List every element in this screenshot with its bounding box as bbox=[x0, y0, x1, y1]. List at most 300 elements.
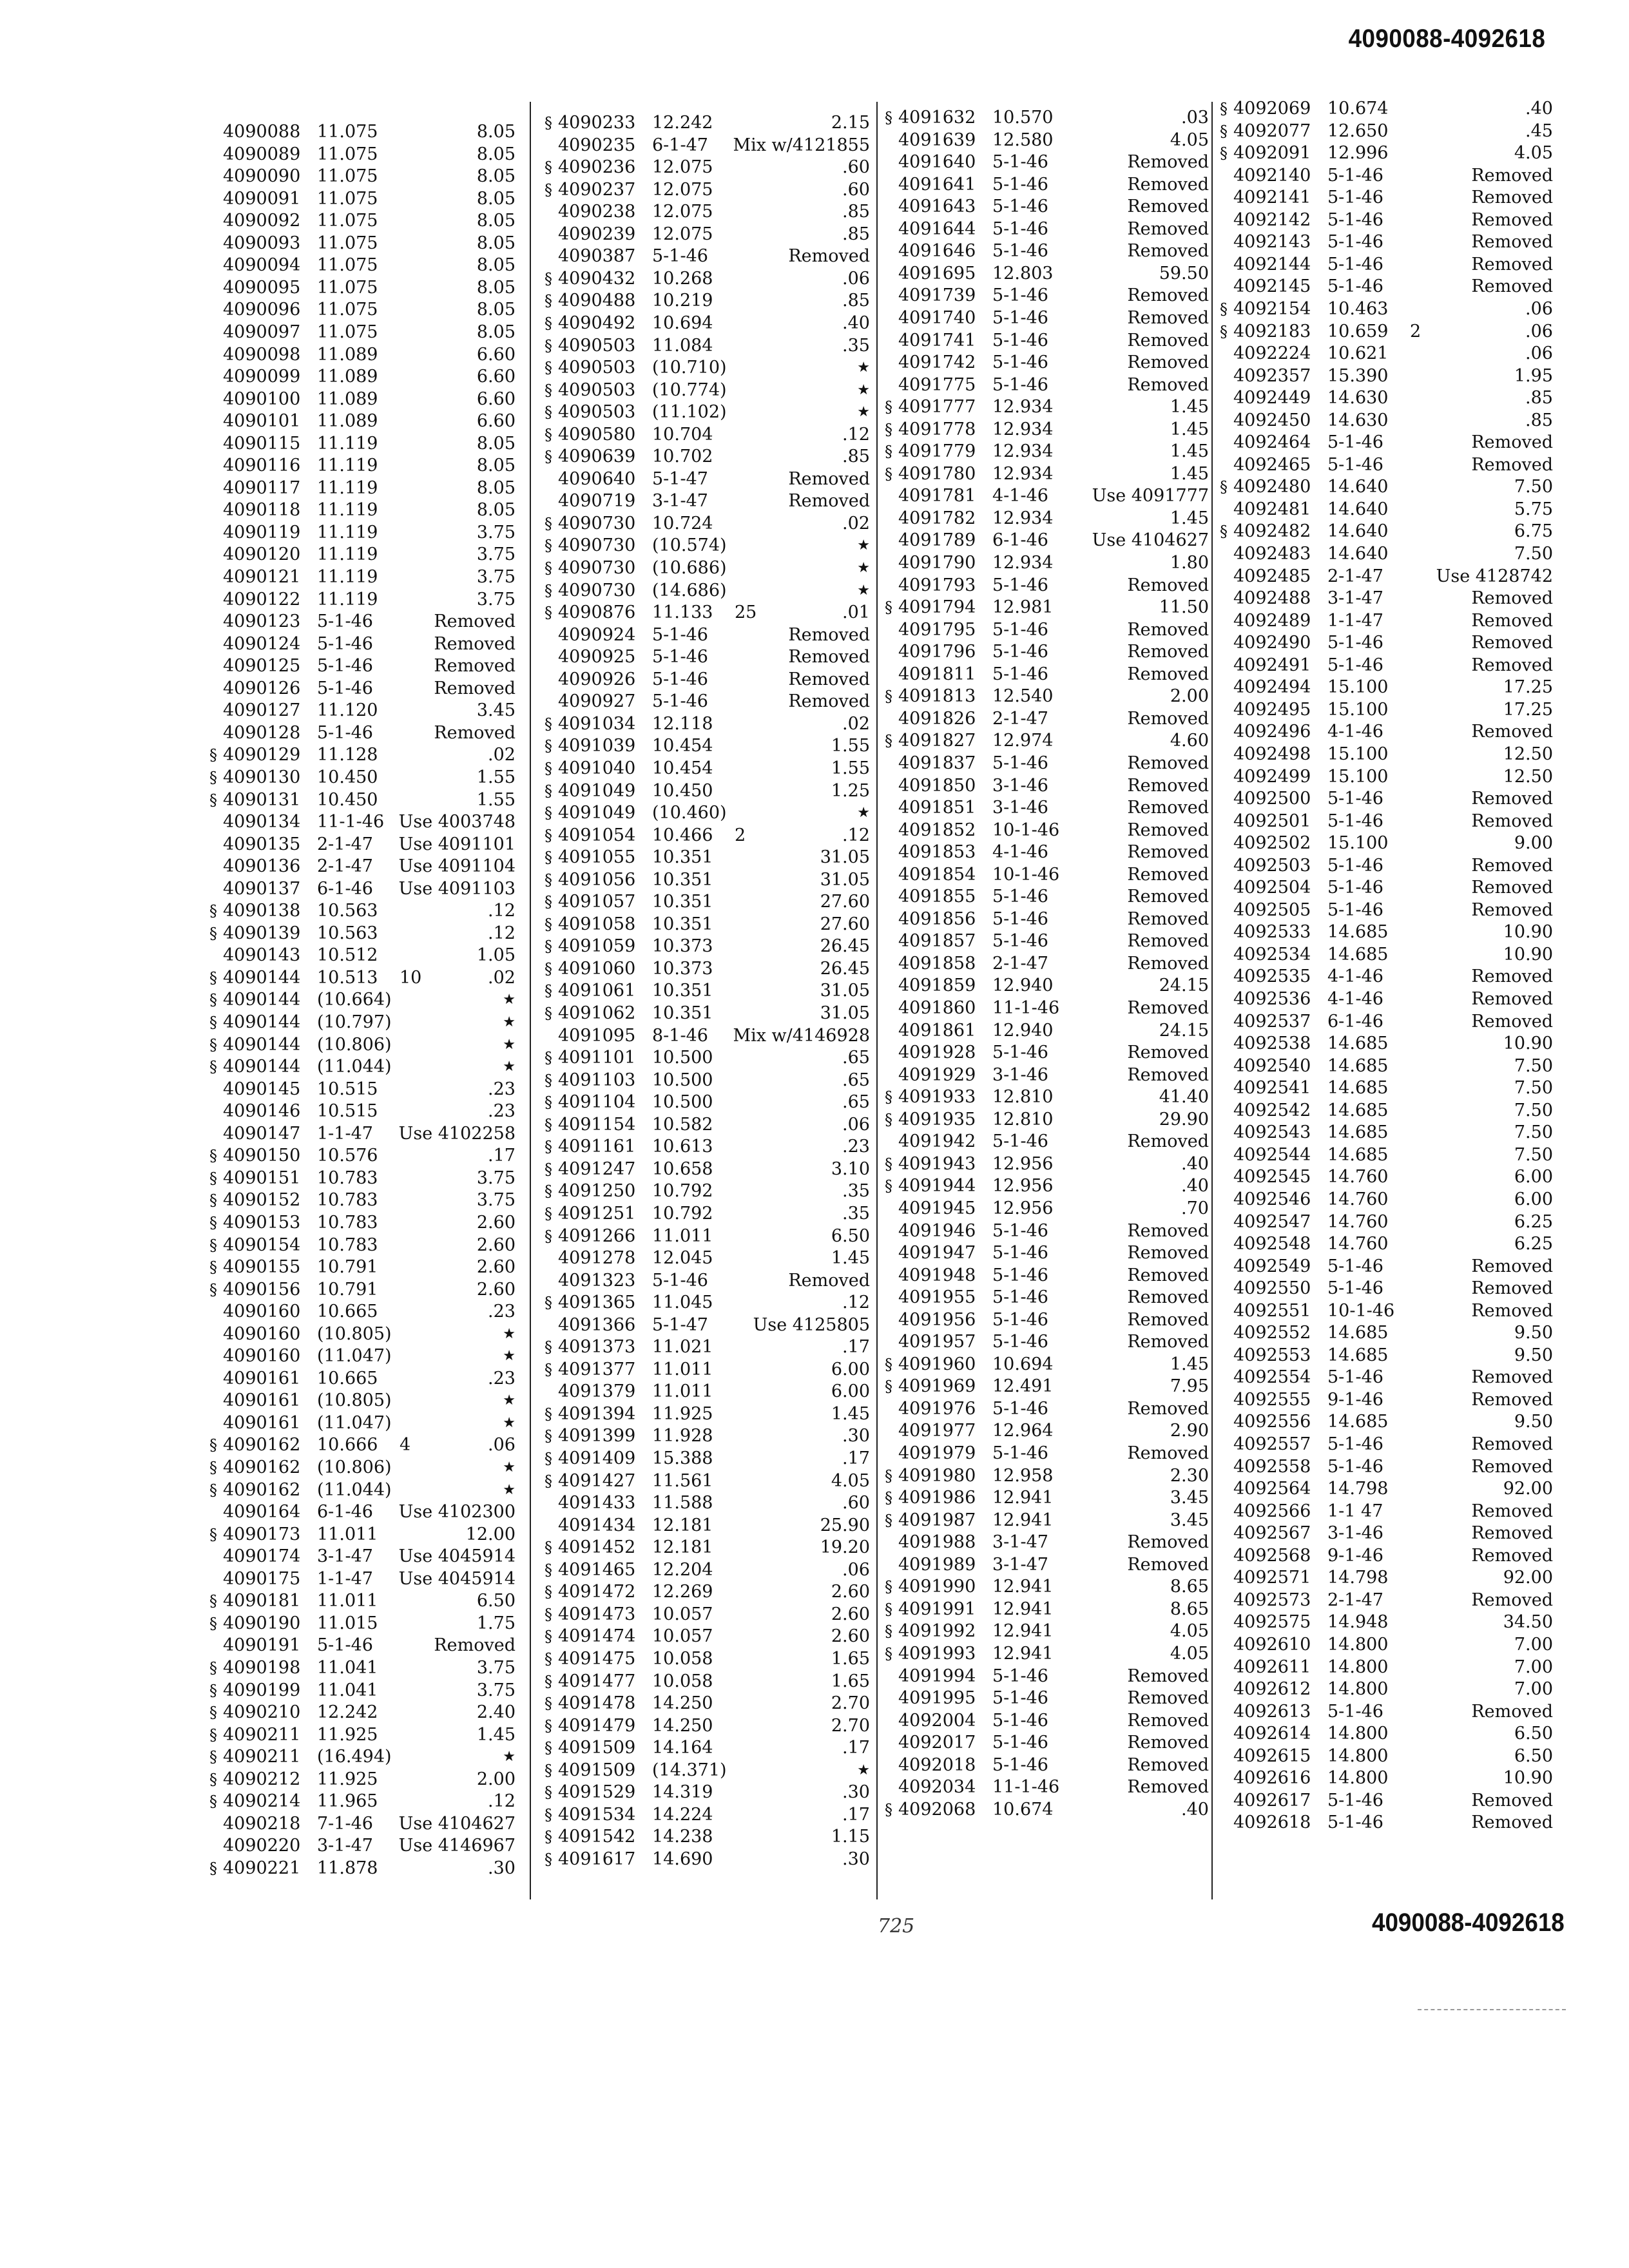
value-cell: Removed bbox=[1127, 887, 1209, 907]
price-or-date: 12.956 bbox=[992, 1153, 1054, 1174]
part-number: 4090100 bbox=[223, 389, 301, 409]
price-or-date: 12.941 bbox=[992, 1643, 1054, 1664]
table-row bbox=[206, 923, 516, 945]
price-or-date: 12.934 bbox=[992, 508, 1054, 528]
price-or-date: 11-1-46 bbox=[992, 998, 1060, 1018]
page-number: 725 bbox=[878, 1915, 915, 1937]
price-or-date: 10.466 bbox=[652, 825, 713, 845]
value-cell: 2.00 bbox=[476, 1769, 516, 1789]
quantity-note: 2 bbox=[735, 825, 746, 845]
price-or-date: 11.045 bbox=[652, 1293, 713, 1313]
table-row bbox=[882, 1487, 1209, 1509]
value-cell: 7.50 bbox=[1514, 544, 1553, 564]
price-or-date: 2-1-47 bbox=[992, 953, 1048, 974]
price-or-date: 11.011 bbox=[317, 1591, 378, 1611]
table-row bbox=[1217, 1478, 1553, 1500]
price-or-date: 11.075 bbox=[317, 122, 378, 142]
price-or-date: 11.041 bbox=[317, 1657, 378, 1678]
table-row bbox=[541, 802, 870, 824]
value-cell: .12 bbox=[488, 1791, 516, 1812]
table-row bbox=[882, 419, 1209, 441]
section-mark: § bbox=[545, 1338, 552, 1357]
price-or-date: 12.075 bbox=[652, 179, 713, 200]
table-row bbox=[1217, 1256, 1553, 1278]
price-or-date: 3-1-47 bbox=[317, 1836, 373, 1856]
table-row bbox=[541, 1559, 870, 1581]
value-cell: 24.15 bbox=[1159, 1020, 1209, 1041]
table-row bbox=[541, 424, 870, 446]
table-row bbox=[541, 1247, 870, 1269]
table-row bbox=[882, 285, 1209, 307]
table-row bbox=[541, 1270, 870, 1292]
section-mark: § bbox=[545, 1405, 552, 1423]
table-row bbox=[1217, 1545, 1553, 1567]
section-mark: § bbox=[545, 1828, 552, 1847]
value-cell: 59.50 bbox=[1159, 263, 1209, 284]
price-or-date: 10.351 bbox=[652, 1003, 713, 1023]
part-number: 4091989 bbox=[898, 1554, 976, 1575]
table-row bbox=[541, 669, 870, 691]
price-or-date: 14.800 bbox=[1327, 1679, 1389, 1700]
table-row bbox=[206, 1724, 516, 1746]
part-number: 4092546 bbox=[1233, 1189, 1311, 1209]
table-row bbox=[1217, 165, 1553, 187]
table-row bbox=[1217, 432, 1553, 454]
table-row bbox=[206, 1858, 516, 1879]
part-number: 4091154 bbox=[558, 1114, 636, 1135]
price-or-date: 10.351 bbox=[652, 914, 713, 934]
table-row bbox=[206, 811, 516, 833]
table-row bbox=[541, 1136, 870, 1158]
part-number: 4092496 bbox=[1233, 722, 1311, 742]
price-or-date: 5-1-46 bbox=[1327, 454, 1383, 475]
section-mark: § bbox=[209, 1748, 217, 1767]
price-or-date: 12.810 bbox=[992, 1109, 1054, 1129]
section-mark: § bbox=[545, 448, 552, 466]
value-cell: Removed bbox=[1471, 1389, 1553, 1410]
part-number: 4090640 bbox=[558, 468, 636, 489]
part-number: 4091793 bbox=[898, 575, 976, 595]
part-number: 4091040 bbox=[558, 758, 636, 778]
table-row bbox=[541, 312, 870, 334]
value-cell: .02 bbox=[842, 713, 870, 734]
part-number: 4090131 bbox=[223, 789, 301, 810]
part-number: 4090098 bbox=[223, 344, 301, 365]
part-number: 4092538 bbox=[1233, 1033, 1311, 1054]
value-cell: 7.50 bbox=[1514, 1144, 1553, 1165]
price-or-date: 5-1-46 bbox=[992, 1220, 1048, 1241]
table-row bbox=[206, 144, 516, 166]
price-or-date: 11.075 bbox=[317, 300, 378, 320]
price-or-date: 3-1-46 bbox=[992, 775, 1048, 796]
section-mark: § bbox=[545, 1450, 552, 1468]
price-or-date: 12.940 bbox=[992, 1020, 1054, 1041]
section-mark: § bbox=[209, 1704, 217, 1722]
part-number: 4092554 bbox=[1233, 1367, 1311, 1388]
value-cell: 92.00 bbox=[1503, 1479, 1553, 1499]
part-number: 4091365 bbox=[558, 1293, 636, 1313]
value-cell: ★ bbox=[503, 1392, 516, 1409]
price-or-date: 10.563 bbox=[317, 923, 378, 943]
price-or-date: 10-1-46 bbox=[1327, 1300, 1395, 1321]
part-number: 4091617 bbox=[558, 1849, 636, 1869]
part-number: 4091778 bbox=[898, 419, 976, 439]
price-or-date: 3-1-47 bbox=[992, 1532, 1048, 1553]
table-row bbox=[1217, 1100, 1553, 1122]
price-or-date: 5-1-46 bbox=[992, 619, 1048, 640]
part-number: 4091995 bbox=[898, 1688, 976, 1709]
value-cell: 2.60 bbox=[476, 1235, 516, 1255]
price-or-date: 5-1-46 bbox=[1327, 1256, 1383, 1276]
price-or-date: 5-1-46 bbox=[992, 1332, 1048, 1352]
part-number: 4092617 bbox=[1233, 1790, 1311, 1811]
value-cell: .06 bbox=[842, 1114, 870, 1135]
part-number: 4092505 bbox=[1233, 899, 1311, 920]
value-cell: 5.75 bbox=[1514, 499, 1553, 519]
value-cell: 4.05 bbox=[1170, 1643, 1209, 1664]
price-or-date: 5-1-46 bbox=[1327, 254, 1383, 274]
table-row bbox=[882, 1287, 1209, 1309]
value-cell: .35 bbox=[842, 1203, 870, 1224]
value-cell: 8.05 bbox=[476, 188, 516, 209]
part-number: 4091049 bbox=[558, 780, 636, 801]
value-cell: .85 bbox=[1525, 388, 1553, 408]
value-cell: 1.05 bbox=[476, 945, 516, 966]
value-cell: .30 bbox=[842, 1782, 870, 1803]
price-or-date: 5-1-46 bbox=[1327, 1701, 1383, 1722]
part-number: 4092017 bbox=[898, 1733, 976, 1753]
part-number: 4092480 bbox=[1233, 477, 1311, 497]
table-row bbox=[882, 1354, 1209, 1376]
price-or-date: 5-1-46 bbox=[317, 1635, 373, 1656]
table-row bbox=[541, 869, 870, 891]
price-or-date: (10.664) bbox=[317, 990, 392, 1010]
table-row bbox=[541, 980, 870, 1002]
price-or-date: 12.803 bbox=[992, 263, 1054, 284]
part-number: 4091960 bbox=[898, 1354, 976, 1374]
value-cell: Removed bbox=[1471, 276, 1553, 297]
value-cell: 1.15 bbox=[831, 1827, 870, 1847]
value-cell: ★ bbox=[857, 404, 870, 421]
price-or-date: 12.981 bbox=[992, 597, 1054, 618]
price-or-date: 12.540 bbox=[992, 686, 1054, 707]
value-cell: .85 bbox=[842, 202, 870, 222]
table-row bbox=[541, 245, 870, 267]
part-number: 4092068 bbox=[898, 1799, 976, 1820]
value-cell: Use 4045914 bbox=[398, 1568, 516, 1589]
part-number: 4090144 bbox=[223, 1034, 301, 1055]
value-cell: .70 bbox=[1181, 1198, 1209, 1218]
price-or-date: 10.219 bbox=[652, 291, 713, 311]
price-or-date: 5-1-46 bbox=[992, 1243, 1048, 1264]
part-number: 4092556 bbox=[1233, 1412, 1311, 1432]
table-row bbox=[1217, 811, 1553, 832]
value-cell: Removed bbox=[1471, 1501, 1553, 1521]
value-cell: Removed bbox=[1471, 432, 1553, 453]
price-or-date: 5-1-46 bbox=[1327, 1278, 1383, 1299]
part-number: 4091061 bbox=[558, 981, 636, 1001]
table-row bbox=[206, 188, 516, 210]
table-row bbox=[206, 967, 516, 989]
table-row bbox=[1217, 855, 1553, 877]
table-row bbox=[541, 891, 870, 913]
value-cell: 10.90 bbox=[1503, 922, 1553, 943]
value-cell: Removed bbox=[1471, 1523, 1553, 1544]
value-cell: ★ bbox=[857, 805, 870, 822]
table-row bbox=[1217, 387, 1553, 409]
table-row bbox=[882, 352, 1209, 374]
part-number: 4092555 bbox=[1233, 1389, 1311, 1410]
section-mark: § bbox=[209, 1035, 217, 1054]
table-row bbox=[541, 780, 870, 802]
part-number: 4090214 bbox=[223, 1791, 301, 1812]
value-cell: .40 bbox=[1181, 1799, 1209, 1820]
section-mark: § bbox=[885, 109, 892, 127]
section-mark: § bbox=[545, 159, 552, 177]
table-row bbox=[882, 1465, 1209, 1487]
value-cell: 8.05 bbox=[476, 300, 516, 320]
table-row bbox=[541, 112, 870, 134]
price-or-date: 5-1-46 bbox=[1327, 276, 1383, 297]
part-number: 4090119 bbox=[223, 522, 301, 543]
section-mark: § bbox=[545, 1649, 552, 1668]
price-or-date: 14.224 bbox=[652, 1804, 713, 1825]
value-cell: Removed bbox=[1471, 722, 1553, 742]
section-mark: § bbox=[885, 1177, 892, 1196]
price-or-date: 14.800 bbox=[1327, 1768, 1389, 1789]
value-cell: .06 bbox=[842, 268, 870, 289]
section-mark: § bbox=[885, 1378, 892, 1396]
price-or-date: 10.563 bbox=[317, 901, 378, 921]
table-row bbox=[541, 224, 870, 245]
section-mark: § bbox=[545, 1695, 552, 1713]
price-or-date: 5-1-46 bbox=[1327, 811, 1383, 831]
table-row bbox=[206, 900, 516, 922]
value-cell: Use 4091777 bbox=[1092, 486, 1209, 506]
table-row bbox=[1217, 321, 1553, 343]
section-mark: § bbox=[885, 1110, 892, 1129]
price-or-date: 12.996 bbox=[1327, 143, 1389, 164]
part-number: 4090135 bbox=[223, 834, 301, 854]
price-or-date: 10.454 bbox=[652, 758, 713, 778]
table-row bbox=[1217, 832, 1553, 854]
part-number: 4092575 bbox=[1233, 1612, 1311, 1633]
price-or-date: 2-1-47 bbox=[1327, 1590, 1383, 1610]
price-or-date: 14.685 bbox=[1327, 1144, 1389, 1165]
part-number: 4091789 bbox=[898, 530, 976, 551]
price-or-date: (11.044) bbox=[317, 1057, 392, 1077]
table-row bbox=[1217, 120, 1553, 142]
part-number: 4091103 bbox=[558, 1070, 636, 1090]
part-number: 4090162 bbox=[223, 1479, 301, 1500]
table-row bbox=[882, 1064, 1209, 1086]
part-number: 4090233 bbox=[558, 113, 636, 133]
part-number: 4090120 bbox=[223, 544, 301, 565]
table-row bbox=[541, 1425, 870, 1447]
table-row bbox=[206, 255, 516, 276]
value-cell: 17.25 bbox=[1503, 677, 1553, 698]
table-row bbox=[1217, 1611, 1553, 1633]
price-or-date: 12.491 bbox=[992, 1376, 1054, 1397]
part-number: 4090089 bbox=[223, 144, 301, 164]
value-cell: 41.40 bbox=[1159, 1087, 1209, 1108]
price-or-date: (16.494) bbox=[317, 1747, 392, 1767]
value-cell: .17 bbox=[842, 1738, 870, 1758]
price-or-date: 5-1-47 bbox=[652, 1314, 708, 1335]
price-or-date: 10.665 bbox=[317, 1302, 378, 1322]
section-mark: § bbox=[545, 737, 552, 756]
value-cell: 1.45 bbox=[1170, 419, 1209, 439]
part-number: 4090143 bbox=[223, 945, 301, 966]
table-row bbox=[882, 441, 1209, 463]
value-cell: Use 4104627 bbox=[1092, 530, 1209, 551]
value-cell: Removed bbox=[1127, 775, 1209, 796]
part-number: 4090162 bbox=[223, 1457, 301, 1477]
value-cell: Removed bbox=[1127, 218, 1209, 239]
part-number: 4091781 bbox=[898, 486, 976, 506]
column-rule bbox=[876, 102, 878, 1899]
part-number: 4092503 bbox=[1233, 855, 1311, 876]
part-number: 4091644 bbox=[898, 218, 976, 239]
part-number: 4090121 bbox=[223, 567, 301, 587]
section-mark: § bbox=[545, 604, 552, 622]
value-cell: Removed bbox=[1471, 1434, 1553, 1454]
value-cell: .02 bbox=[488, 745, 516, 765]
value-cell: 1.55 bbox=[831, 758, 870, 778]
value-cell: Removed bbox=[1471, 454, 1553, 475]
price-or-date: (11.044) bbox=[317, 1479, 392, 1500]
value-cell: 7.00 bbox=[1514, 1657, 1553, 1677]
value-cell: 6.00 bbox=[831, 1381, 870, 1402]
value-cell: 8.05 bbox=[476, 456, 516, 476]
value-cell: 2.60 bbox=[831, 1604, 870, 1624]
value-cell: Removed bbox=[1127, 953, 1209, 974]
value-cell: Removed bbox=[1127, 285, 1209, 306]
part-number: 4090091 bbox=[223, 188, 301, 209]
part-number: 4091994 bbox=[898, 1666, 976, 1686]
table-row bbox=[1217, 721, 1553, 743]
table-row bbox=[1217, 1300, 1553, 1322]
part-number: 4090151 bbox=[223, 1168, 301, 1188]
section-mark: § bbox=[885, 1088, 892, 1107]
section-mark: § bbox=[545, 537, 552, 555]
part-number: 4092571 bbox=[1233, 1568, 1311, 1588]
table-row bbox=[206, 678, 516, 700]
part-number: 4092004 bbox=[898, 1710, 976, 1731]
table-row bbox=[1217, 1122, 1553, 1144]
value-cell: 1.55 bbox=[476, 789, 516, 810]
table-row bbox=[882, 664, 1209, 686]
price-or-date: 10.450 bbox=[652, 780, 713, 801]
part-number: 4090147 bbox=[223, 1123, 301, 1144]
price-or-date: 5-1-46 bbox=[1327, 232, 1383, 253]
part-number: 4092357 bbox=[1233, 365, 1311, 386]
value-cell: .40 bbox=[1181, 1176, 1209, 1196]
price-or-date: 11.084 bbox=[652, 335, 713, 356]
value-cell: 1.45 bbox=[1170, 463, 1209, 484]
price-or-date: 12.941 bbox=[992, 1621, 1054, 1642]
price-or-date: 12.242 bbox=[317, 1702, 378, 1723]
value-cell: Removed bbox=[1471, 1701, 1553, 1722]
table-row bbox=[541, 290, 870, 312]
table-row bbox=[882, 1131, 1209, 1153]
section-mark: § bbox=[545, 759, 552, 778]
part-number: 4090190 bbox=[223, 1613, 301, 1633]
part-number: 4091278 bbox=[558, 1248, 636, 1269]
value-cell: Removed bbox=[1471, 655, 1553, 675]
table-row bbox=[882, 686, 1209, 707]
price-or-date: 5-1-46 bbox=[992, 1733, 1048, 1753]
table-row bbox=[541, 602, 870, 624]
price-or-date: 5-1-46 bbox=[652, 246, 708, 267]
section-mark: § bbox=[209, 1481, 217, 1499]
part-number: 4091942 bbox=[898, 1131, 976, 1152]
table-row bbox=[206, 1012, 516, 1033]
value-cell: 2.00 bbox=[1170, 686, 1209, 707]
part-number: 4091741 bbox=[898, 330, 976, 351]
table-row bbox=[1217, 744, 1553, 765]
section-mark: § bbox=[885, 1155, 892, 1173]
price-or-date: 5-1-46 bbox=[652, 669, 708, 689]
section-mark: § bbox=[209, 1792, 217, 1811]
price-or-date: 4-1-46 bbox=[992, 842, 1048, 863]
part-number: 4091161 bbox=[558, 1137, 636, 1157]
section-mark: § bbox=[209, 968, 217, 987]
section-mark: § bbox=[1220, 100, 1228, 118]
price-or-date: 6-1-46 bbox=[992, 530, 1048, 551]
price-or-date: 14.800 bbox=[1327, 1657, 1389, 1677]
part-number: 4091247 bbox=[558, 1158, 636, 1179]
value-cell: Removed bbox=[1127, 864, 1209, 885]
value-cell: Removed bbox=[788, 468, 870, 489]
value-cell: Removed bbox=[434, 611, 516, 632]
table-row bbox=[541, 1492, 870, 1514]
column-rule bbox=[530, 102, 531, 1899]
price-or-date: 11.925 bbox=[652, 1403, 713, 1424]
table-row bbox=[1217, 1523, 1553, 1544]
part-number: 4092611 bbox=[1233, 1657, 1311, 1677]
value-cell: .40 bbox=[1525, 99, 1553, 119]
value-cell: 6.50 bbox=[831, 1225, 870, 1246]
value-cell: Removed bbox=[1471, 899, 1553, 920]
table-row bbox=[206, 1123, 516, 1145]
part-number: 4090161 bbox=[223, 1390, 301, 1411]
part-number: 4090924 bbox=[558, 624, 636, 645]
table-row bbox=[206, 1301, 516, 1323]
value-cell: 6.60 bbox=[476, 389, 516, 409]
price-or-date: 5-1-46 bbox=[992, 931, 1048, 952]
section-mark: § bbox=[545, 1472, 552, 1490]
value-cell: Removed bbox=[1127, 1220, 1209, 1241]
value-cell: 6.60 bbox=[476, 411, 516, 432]
part-number: 4091811 bbox=[898, 664, 976, 684]
section-mark: § bbox=[545, 959, 552, 978]
price-or-date: 5-1-46 bbox=[992, 1131, 1048, 1152]
value-cell: 6.60 bbox=[476, 367, 516, 387]
table-row bbox=[1217, 209, 1553, 231]
value-cell: 4.05 bbox=[831, 1470, 870, 1491]
price-or-date: 14.760 bbox=[1327, 1211, 1389, 1232]
part-number: 4092557 bbox=[1233, 1434, 1311, 1454]
table-row bbox=[206, 1501, 516, 1523]
part-number: 4091777 bbox=[898, 397, 976, 418]
value-cell: Mix w/4121855 bbox=[733, 135, 870, 155]
part-number: 4091509 bbox=[558, 1738, 636, 1758]
part-number: 4091101 bbox=[558, 1048, 636, 1068]
part-number: 4091850 bbox=[898, 775, 976, 796]
table-row bbox=[206, 1434, 516, 1456]
table-row bbox=[206, 1635, 516, 1657]
